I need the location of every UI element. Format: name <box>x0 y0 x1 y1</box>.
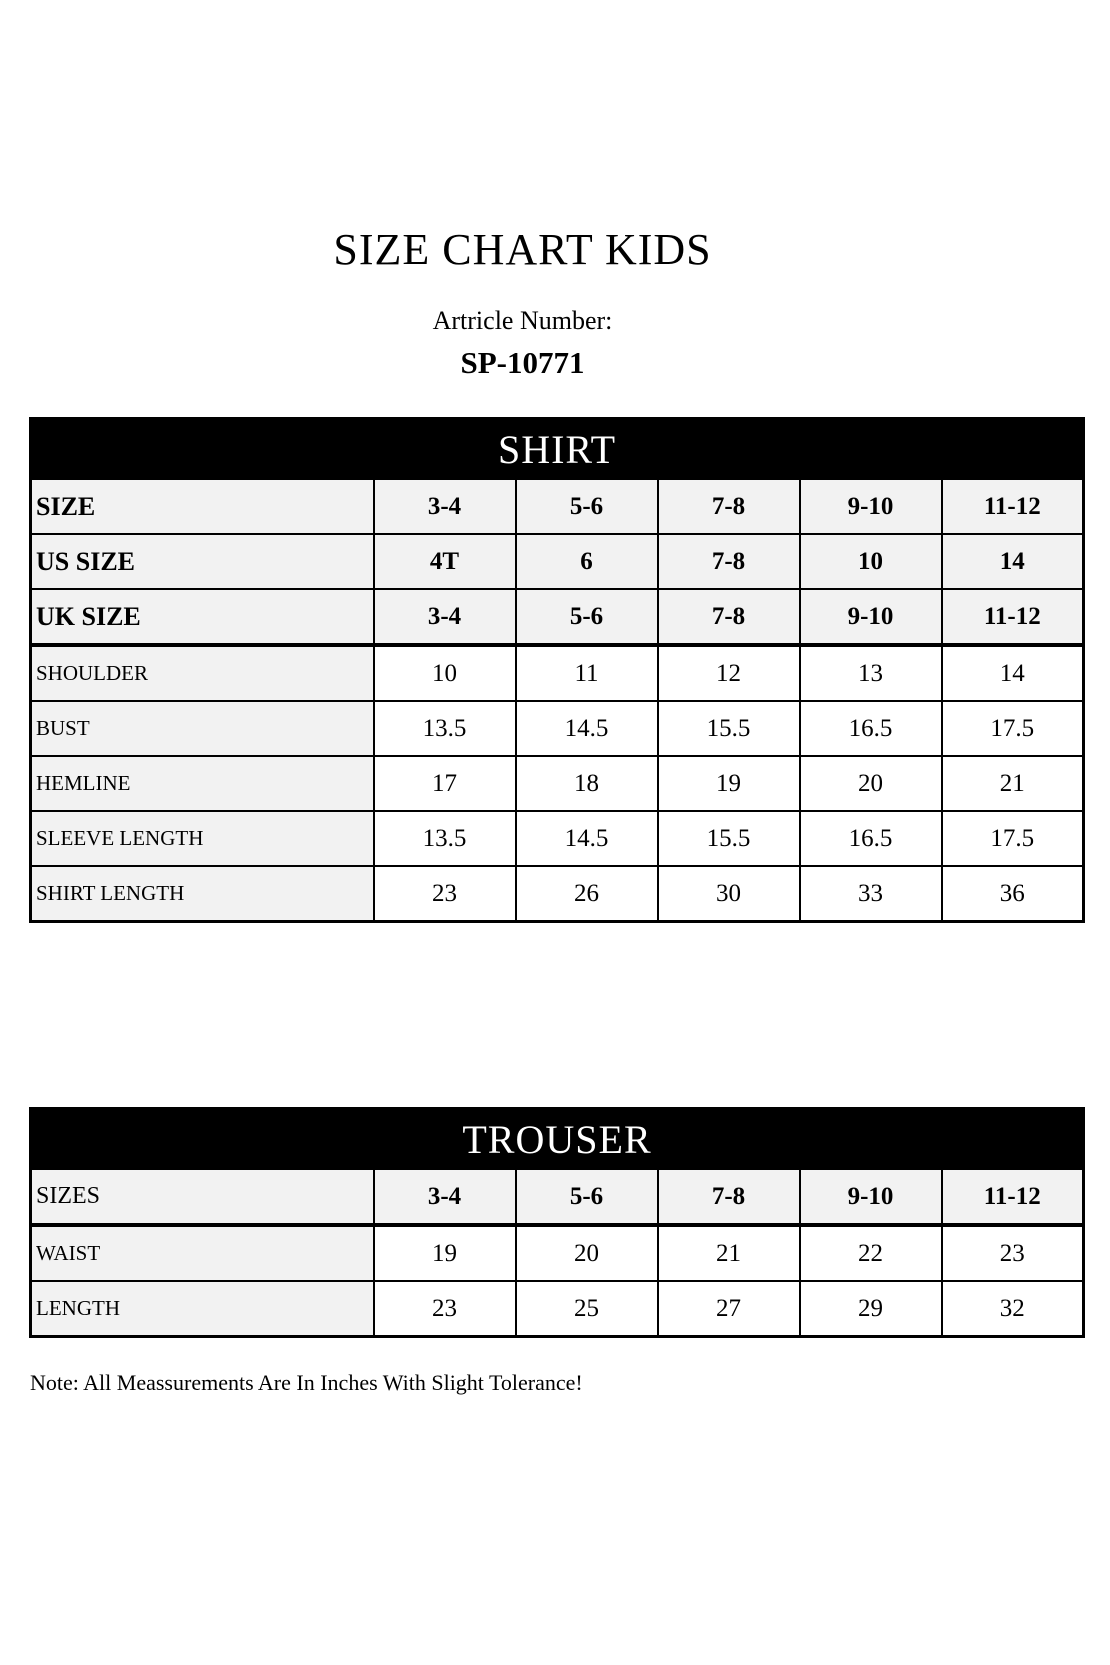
measurement-value-cell: 23 <box>942 1225 1084 1281</box>
measurement-value-cell: 19 <box>374 1225 516 1281</box>
measurement-value-cell: 14.5 <box>516 811 658 866</box>
row-label: SHOULDER <box>31 645 374 701</box>
size-value-cell: 10 <box>800 534 942 589</box>
measurement-value-cell: 17.5 <box>942 811 1084 866</box>
measurement-value-cell: 10 <box>374 645 516 701</box>
row-label: HEMLINE <box>31 756 374 811</box>
measurement-value-cell: 15.5 <box>658 701 800 756</box>
measurement-value-cell: 23 <box>374 1281 516 1337</box>
table-row <box>31 1281 1084 1337</box>
measurement-value-cell: 23 <box>374 866 516 922</box>
measurement-value-cell: 17 <box>374 756 516 811</box>
measurement-value-cell: 14 <box>942 645 1084 701</box>
measurement-value-cell: 20 <box>800 756 942 811</box>
article-number-label: Artricle Number: <box>432 306 613 335</box>
size-value-cell: 5-6 <box>516 1169 658 1225</box>
size-value-cell: 5-6 <box>516 589 658 645</box>
row-label: SIZES <box>31 1169 374 1225</box>
trouser-size-table <box>29 1107 1085 1338</box>
size-value-cell: 7-8 <box>658 479 800 534</box>
row-label: SHIRT LENGTH <box>31 866 374 922</box>
measurement-value-cell: 13.5 <box>374 701 516 756</box>
measurement-value-cell: 17.5 <box>942 701 1084 756</box>
trouser-table-title: TROUSER <box>31 1109 1084 1170</box>
measurement-value-cell: 11 <box>516 645 658 701</box>
table-row <box>31 1225 1084 1281</box>
row-label: US SIZE <box>31 534 374 589</box>
size-value-cell: 3-4 <box>374 479 516 534</box>
page-title: SIZE CHART KIDS <box>333 225 712 274</box>
table-title-row <box>31 1109 1084 1170</box>
size-value-cell: 4T <box>374 534 516 589</box>
measurement-value-cell: 21 <box>658 1225 800 1281</box>
size-value-cell: 14 <box>942 534 1084 589</box>
measurement-value-cell: 36 <box>942 866 1084 922</box>
size-value-cell: 11-12 <box>942 1169 1084 1225</box>
table-row <box>31 756 1084 811</box>
measurement-value-cell: 25 <box>516 1281 658 1337</box>
size-value-cell: 5-6 <box>516 479 658 534</box>
size-value-cell: 7-8 <box>658 1169 800 1225</box>
row-label: SIZE <box>31 479 374 534</box>
table-row <box>31 589 1084 645</box>
measurement-value-cell: 19 <box>658 756 800 811</box>
table-title-row <box>31 419 1084 480</box>
measurement-value-cell: 13 <box>800 645 942 701</box>
measurement-value-cell: 22 <box>800 1225 942 1281</box>
size-value-cell: 6 <box>516 534 658 589</box>
size-value-cell: 9-10 <box>800 479 942 534</box>
measurement-value-cell: 13.5 <box>374 811 516 866</box>
measurement-value-cell: 18 <box>516 756 658 811</box>
measurement-value-cell: 27 <box>658 1281 800 1337</box>
measurement-value-cell: 30 <box>658 866 800 922</box>
measurement-value-cell: 20 <box>516 1225 658 1281</box>
row-label: UK SIZE <box>31 589 374 645</box>
table-row <box>31 645 1084 701</box>
row-label: WAIST <box>31 1225 374 1281</box>
shirt-table-title: SHIRT <box>31 419 1084 480</box>
size-value-cell: 7-8 <box>658 589 800 645</box>
measurement-value-cell: 14.5 <box>516 701 658 756</box>
size-value-cell: 11-12 <box>942 479 1084 534</box>
header-block <box>0 0 1045 378</box>
measurement-value-cell: 15.5 <box>658 811 800 866</box>
size-value-cell: 7-8 <box>658 534 800 589</box>
table-row <box>31 811 1084 866</box>
measurement-value-cell: 26 <box>516 866 658 922</box>
measurement-value-cell: 32 <box>942 1281 1084 1337</box>
size-value-cell: 3-4 <box>374 1169 516 1225</box>
size-value-cell: 9-10 <box>800 1169 942 1225</box>
table-row <box>31 534 1084 589</box>
measurement-value-cell: 21 <box>942 756 1084 811</box>
row-label: SLEEVE LENGTH <box>31 811 374 866</box>
size-value-cell: 9-10 <box>800 589 942 645</box>
measurement-note: Note: All Meassurements Are In Inches With Slight Tolerance! <box>30 1370 583 1395</box>
measurement-value-cell: 16.5 <box>800 701 942 756</box>
table-row <box>31 866 1084 922</box>
size-value-cell: 3-4 <box>374 589 516 645</box>
measurement-value-cell: 16.5 <box>800 811 942 866</box>
measurement-value-cell: 33 <box>800 866 942 922</box>
shirt-size-table <box>29 417 1085 923</box>
measurement-value-cell: 12 <box>658 645 800 701</box>
row-label: LENGTH <box>31 1281 374 1337</box>
measurement-value-cell: 29 <box>800 1281 942 1337</box>
article-number-value: SP-10771 <box>460 345 585 380</box>
table-row <box>31 479 1084 534</box>
table-row <box>31 701 1084 756</box>
size-value-cell: 11-12 <box>942 589 1084 645</box>
table-row <box>31 1169 1084 1225</box>
row-label: BUST <box>31 701 374 756</box>
